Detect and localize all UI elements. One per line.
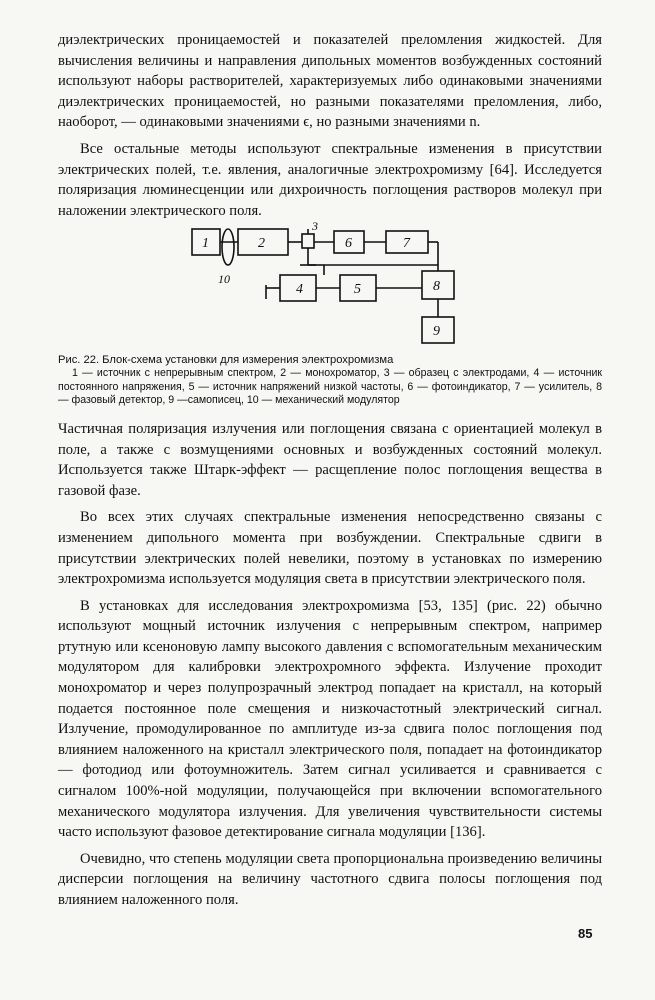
svg-text:2: 2 bbox=[258, 236, 265, 252]
paragraph-2: Все остальные методы используют спектральные изменения в присутствии электрических полей, т.е. явления, аналогичные электрохромизму [64]. Исследуется поляризация люминесценции или дихроичность поглощения растворов молекул при наложении электрического поля. bbox=[58, 140, 602, 219]
paragraph-1: диэлектрических проницаемостей и показателей преломления жидкостей. Для вычисления величины и направления дипольных моментов возбужденных состояний используют наборы растворителей, характеризуемых либо одинаковыми значениями диэлектрических проницаемостей, но разными показателями преломления, либо, наоборот, — одинаковыми значениями ϵ, но разными значениями n. bbox=[58, 32, 602, 131]
figure-title: Рис. 22. Блок-схема установки для измерения электрохромизма bbox=[58, 354, 394, 367]
svg-text:6: 6 bbox=[345, 236, 352, 252]
figure-legend: 1 — источник с непрерывным спектром, 2 — монохроматор, 3 — образец с электродами, 4 — источник постоянного напряжения, 5 — источник напряжений низкой частоты, 6 — фотоиндикатор, 7 — усилитель, 8 — фазовый детектор, 9 —самописец, 10 — механический модулятор bbox=[58, 367, 602, 406]
svg-text:10: 10 bbox=[218, 272, 230, 287]
page-number: 85 bbox=[578, 926, 593, 941]
svg-text:4: 4 bbox=[296, 282, 303, 298]
block-10-modulator bbox=[222, 229, 234, 265]
block-3-sample bbox=[302, 234, 314, 248]
svg-text:9: 9 bbox=[433, 324, 440, 340]
paragraph-3: Частичная поляризация излучения или поглощения связана с ориентацией молекул в поле, а также с возмущениями основных и возбужденных состояний молекул. Используется также Штарк-эффект — расщепление полос поглощения вещества в газовой фазе. bbox=[58, 420, 602, 499]
svg-text:3: 3 bbox=[312, 219, 318, 234]
paragraph-5: В установках для исследования электрохромизма [53, 135] (рис. 22) обычно используют мощный источник излучения с непрерывным спектром, например ртутную или ксеноновую лампу высокого давления с вспомогательным механическим модулятором для калибровки электрохромного эффекта. Излучение проходит монохроматор и через полупрозрачный электрод попадает на кристалл, на который подается постоянное поле смещения и низкочастотный электрический сигнал. Излучение, промодулированное по амплитуде из-за сдвига полос поглощения под влиянием наложенного на кристалл электрического поля, попадает на фотоиндикатор — фотодиод или фотоумножитель. Затем сигнал усиливается и сравнивается с сигналом 100%-ной модуляции, получающейся при включении вспомогательного механического модулятора излучения. Для увеличения чувствительности системы часто используют фазовое детектирование сигнала модуляции [136]. bbox=[58, 597, 602, 841]
svg-text:8: 8 bbox=[433, 279, 440, 295]
svg-text:1: 1 bbox=[202, 236, 209, 252]
block-diagram bbox=[58, 219, 602, 349]
paragraph-4: Во всех этих случаях спектральные изменения непосредственно связаны с изменением дипольного момента при возбуждении. Спектральные сдвиги в присутствии электрических полей невелики, поэтому в установках по измерению электрохромизма используется модуляция света в присутствии электрического поля. bbox=[58, 509, 602, 588]
paragraph-6: Очевидно, что степень модуляции света пропорциональна произведению величины дисперсии поглощения на величину частотного сдвига полосы поглощения под влиянием наложенного поля. bbox=[58, 850, 602, 909]
svg-text:7: 7 bbox=[403, 236, 410, 252]
svg-text:5: 5 bbox=[354, 282, 361, 298]
block-diagram-svg bbox=[58, 219, 602, 349]
page-content bbox=[58, 30, 602, 917]
